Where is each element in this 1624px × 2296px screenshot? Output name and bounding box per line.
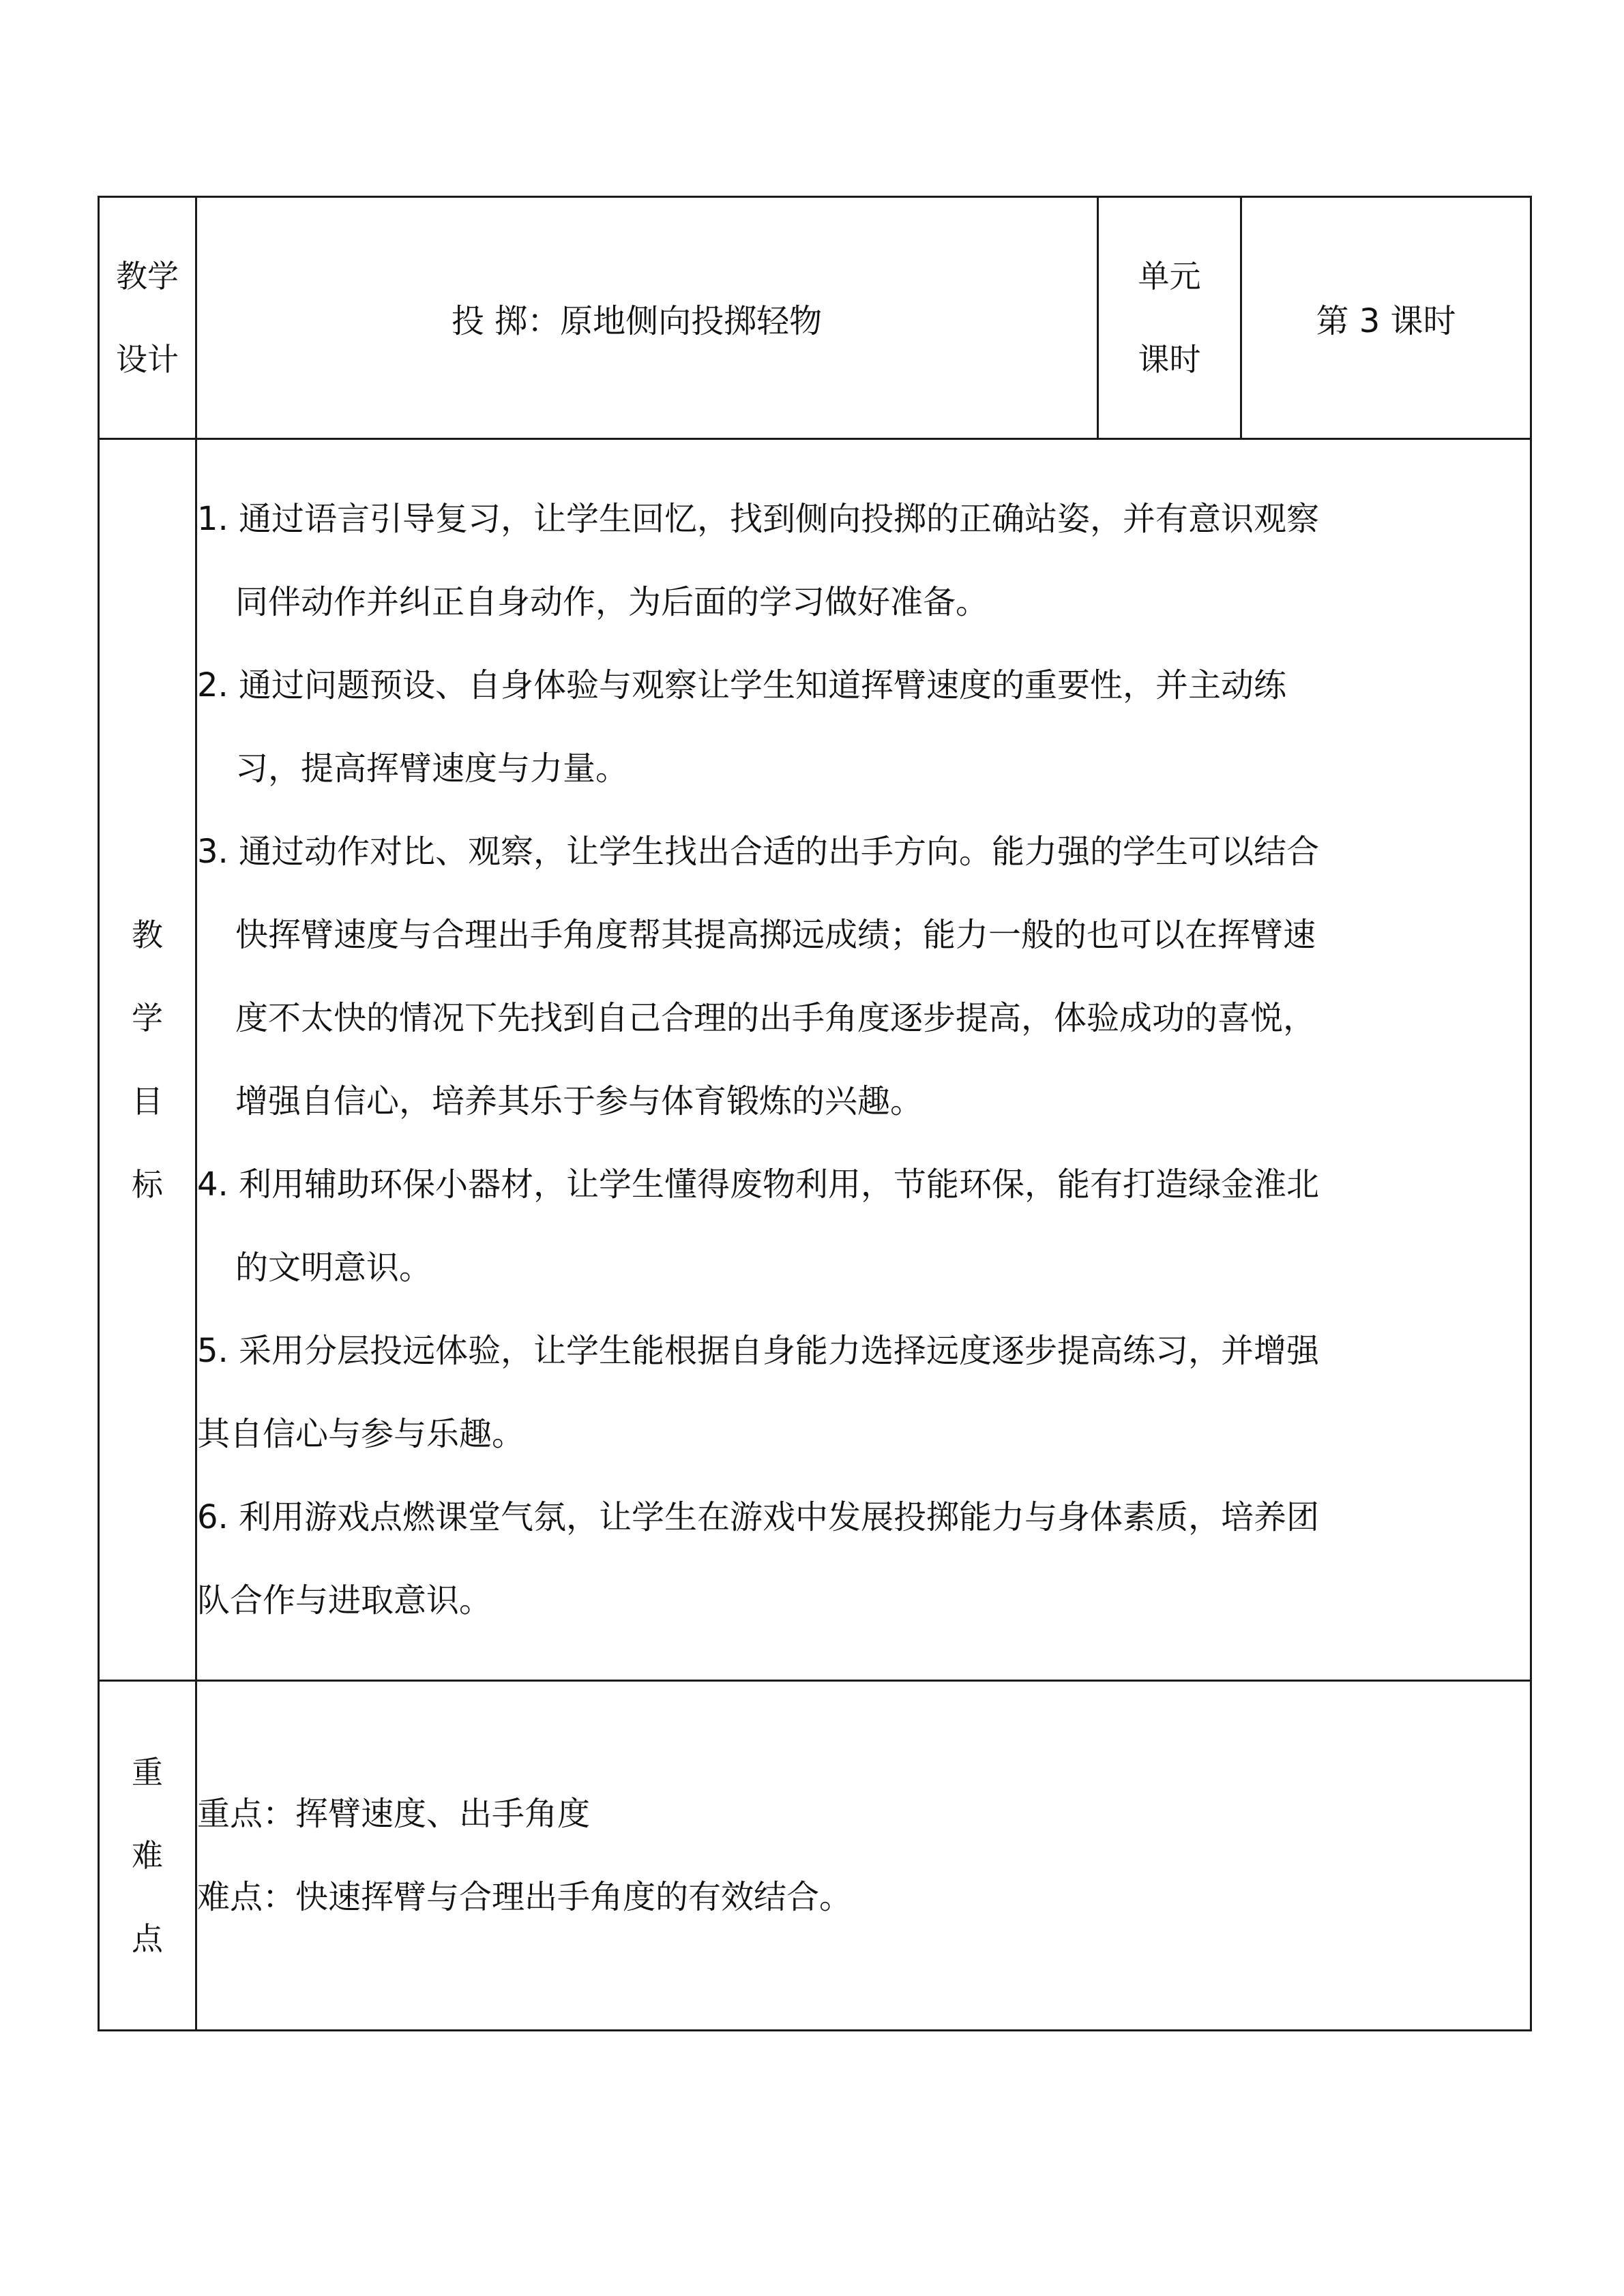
difficulty-text: 难点：快速挥臂与合理出手角度的有效结合。 (197, 1878, 853, 1916)
goals-label-char: 标 (132, 1166, 163, 1203)
goal-line: 4. 利用辅助环保小器材，让学生懂得废物利用，节能环保，能有打造绿金淮北 (197, 1165, 1320, 1204)
goal-line: 2. 通过问题预设、自身体验与观察让学生知道挥臂速度的重要性，并主动练 (197, 666, 1287, 704)
goal-line: 5. 采用分层投远体验，让学生能根据自身能力选择远度逐步提高练习，并增强 (197, 1332, 1320, 1370)
goal-line: 3. 通过动作对比、观察，让学生找出合适的出手方向。能力强的学生可以结合 (197, 833, 1320, 871)
lesson-hours: 第 3 课时 (1316, 301, 1456, 340)
unit-hours-label-line2: 课时 (1138, 341, 1201, 378)
lesson-title-cell (196, 197, 1098, 439)
goal-line: 6. 利用游戏点燃课堂气氛，让学生在游戏中发展投掷能力与身体素质，培养团 (197, 1498, 1320, 1536)
lesson-plan-table (98, 196, 1532, 2031)
teaching-design-label (99, 197, 196, 439)
goal-item-1 (197, 477, 1530, 644)
goal-line: 的文明意识。 (235, 1249, 432, 1287)
key-difficulty-row (99, 1681, 1531, 2031)
goals-label-char: 目 (132, 1083, 163, 1120)
goal-line: 其自信心与参与乐趣。 (197, 1415, 525, 1453)
goals-row (99, 439, 1531, 1681)
goals-label-char: 学 (132, 1000, 163, 1037)
unit-hours-label (1098, 197, 1241, 439)
goal-line: 快挥臂速度与合理出手角度帮其提高掷远成绩；能力一般的也可以在挥臂速 (235, 916, 1316, 954)
goal-item-2 (197, 644, 1530, 810)
lesson-title: 投 掷：原地侧向投掷轻物 (451, 301, 823, 340)
goal-item-6 (197, 1476, 1530, 1642)
unit-hours-label-line1: 单元 (1138, 258, 1201, 295)
goal-line: 度不太快的情况下先找到自己合理的出手角度逐步提高，体验成功的喜悦， (235, 999, 1316, 1037)
teaching-design-label-line1: 教学 (116, 258, 179, 295)
goal-item-3 (197, 810, 1530, 1143)
teaching-design-label-line2: 设计 (116, 341, 179, 378)
header-row (99, 197, 1531, 439)
key-difficulty-label (99, 1681, 196, 2031)
key-label-char: 重 (132, 1754, 163, 1791)
goal-line: 同伴动作并纠正自身动作，为后面的学习做好准备。 (235, 583, 989, 621)
goal-line: 队合作与进取意识。 (197, 1581, 492, 1620)
goal-item-5 (197, 1309, 1530, 1476)
goal-line: 习，提高挥臂速度与力量。 (235, 749, 629, 788)
lesson-hours-cell (1241, 197, 1531, 439)
goal-line: 1. 通过语言引导复习，让学生回忆，找到侧向投掷的正确站姿，并有意识观察 (197, 500, 1320, 538)
teaching-goals-content (196, 439, 1531, 1681)
key-label-char: 难 (132, 1837, 163, 1874)
key-difficulty-content (196, 1681, 1531, 2031)
key-point-text: 重点：挥臂速度、出手角度 (197, 1795, 591, 1833)
goals-label-char: 教 (132, 916, 163, 953)
goal-item-4 (197, 1143, 1530, 1309)
teaching-goals-label (99, 439, 196, 1681)
key-label-char: 点 (132, 1920, 163, 1957)
goal-line: 增强自信心，培养其乐于参与体育锻炼的兴趣。 (235, 1082, 924, 1120)
